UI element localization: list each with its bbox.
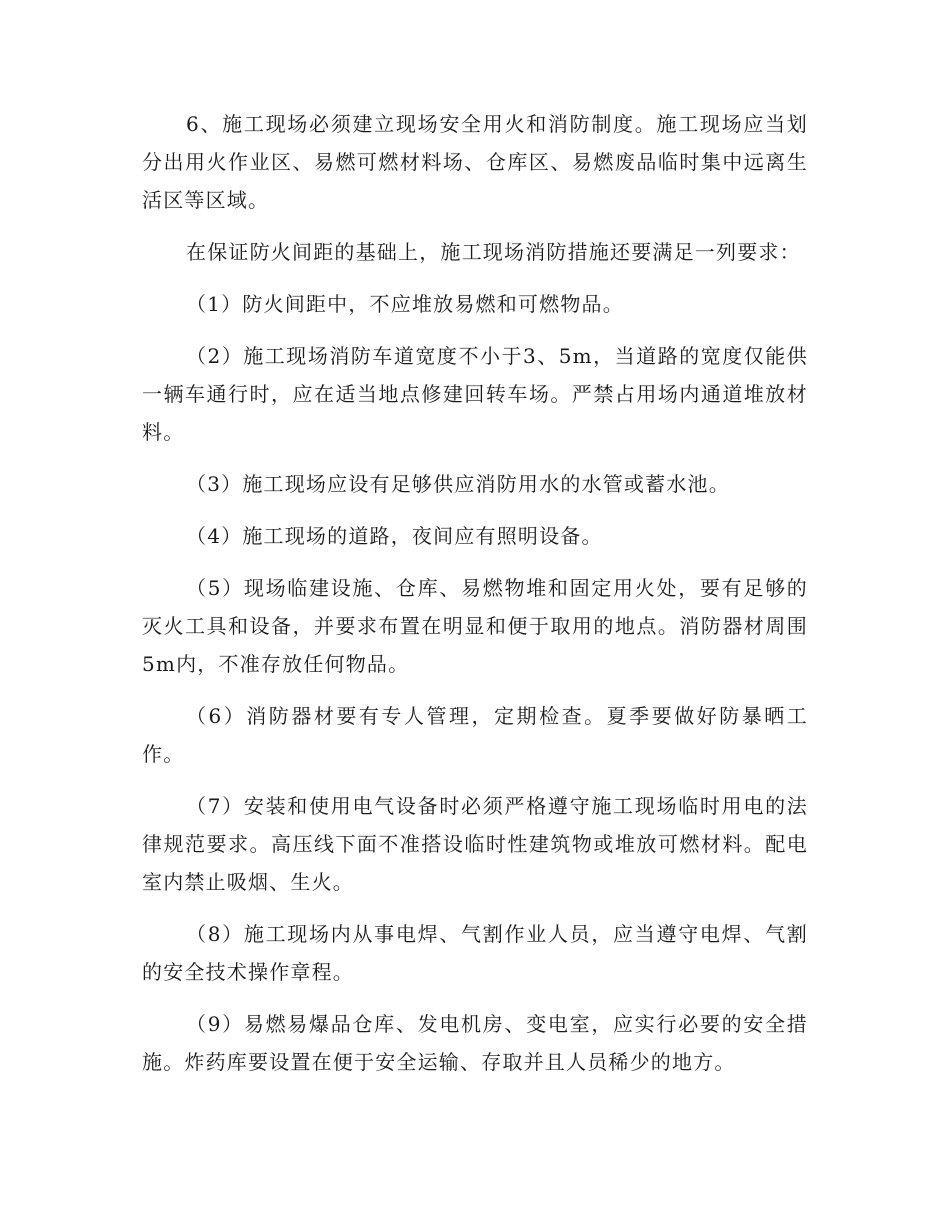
paragraph-item-9: （9）易燃易爆品仓库、发电机房、变电室，应实行必要的安全措施。炸药库要设置在便于安全运输、存取并且人员稀少的地方。 bbox=[142, 1012, 808, 1074]
paragraph-item-7: （7）安装和使用电气设备时必须严格遵守施工现场临时用电的法律规范要求。高压线下面不准搭设临时性建筑物或堆放可燃材料。配电室内禁止吸烟、生火。 bbox=[142, 794, 808, 894]
paragraph-fire-system: 6、施工现场必须建立现场安全用火和消防制度。施工现场应当划分出用火作业区、易燃可燃材料场、仓库区、易燃废品临时集中远离生活区等区域。 bbox=[142, 112, 808, 212]
paragraph-item-4: （4）施工现场的道路，夜间应有照明设备。 bbox=[186, 524, 603, 548]
paragraph-item-5: （5）现场临建设施、仓库、易燃物堆和固定用火处，要有足够的灭火工具和设备，并要求布置在明显和便于取用的地点。消防器材周围5m内，不准存放任何物品。 bbox=[142, 576, 808, 676]
paragraph-item-3: （3）施工现场应设有足够供应消防用水的水管或蓄水池。 bbox=[186, 472, 730, 496]
paragraph-item-2: （2）施工现场消防车道宽度不小于3、5m，当道路的宽度仅能供一辆车通行时，应在适当地点修建回转车场。严禁占用场内通道堆放材料。 bbox=[142, 344, 808, 444]
document-page bbox=[142, 105, 808, 1095]
paragraph-item-1: （1）防火间距中，不应堆放易燃和可燃物品。 bbox=[186, 292, 624, 316]
paragraph-item-6: （6）消防器材要有专人管理，定期检查。夏季要做好防暴晒工作。 bbox=[142, 704, 808, 766]
paragraph-item-8: （8）施工现场内从事电焊、气割作业人员，应当遵守电焊、气割的安全技术操作章程。 bbox=[142, 922, 808, 984]
paragraph-requirements-intro: 在保证防火间距的基础上，施工现场消防措施还要满足一列要求： bbox=[186, 240, 801, 264]
